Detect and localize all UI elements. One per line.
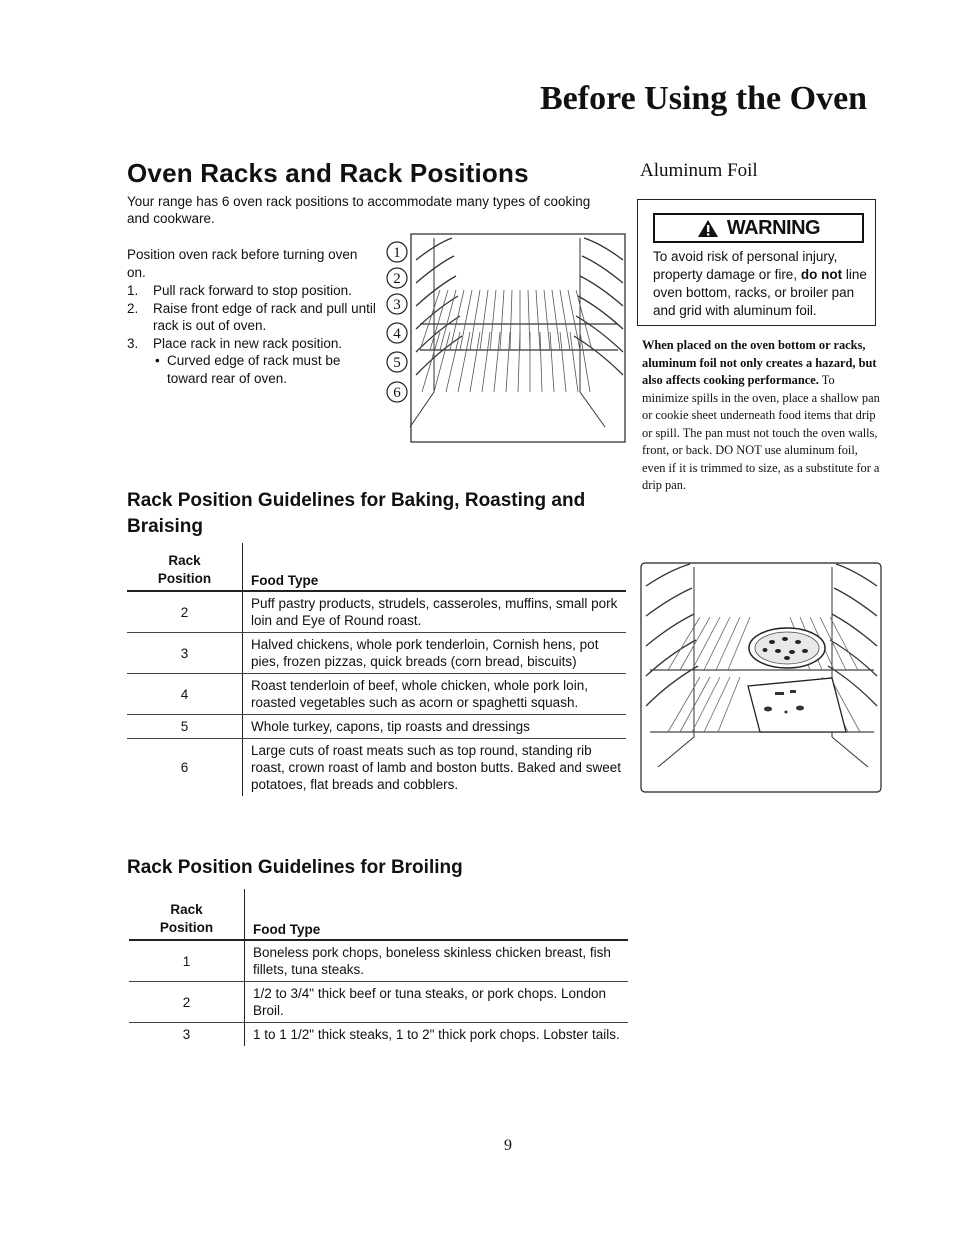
- rack-label-5: 5: [393, 355, 401, 371]
- bullet-dot: •: [155, 353, 160, 368]
- rack-position-cell: 2: [129, 982, 245, 1023]
- step-item: [127, 282, 377, 300]
- food-type-cell: Roast tenderloin of beef, whole chicken, whole pork loin, roasted vegetables such as acorn or spaghetti squash.: [243, 674, 627, 715]
- food-type-cell: Large cuts of roast meats such as top round, standing rib roast, crown roast of lamb and boston butts. Baked and sweet potatoes, flat breads and cobblers.: [243, 739, 627, 797]
- food-type-cell: 1 to 1 1/2" thick steaks, 1 to 2" thick pork chops. Lobster tails.: [245, 1023, 629, 1047]
- food-type-cell: Puff pastry products, strudels, casseroles, muffins, small pork loin and Eye of Round roast.: [243, 591, 627, 633]
- drip-pan: [748, 678, 846, 732]
- foil-para-rest: To minimize spills in the oven, place a shallow pan or cookie sheet underneath food items that drip or spill. The pan must not touch the oven walls, front, or back. DO NOT use aluminum foil, even if it is trimmed to size, as a substitute for a drip pan.: [642, 373, 880, 492]
- rack-label-6: 6: [393, 385, 401, 401]
- aluminum-foil-paragraph: [642, 337, 882, 495]
- rack-position-header: Rack Position: [127, 543, 243, 591]
- table-row: [127, 739, 626, 797]
- section-heading-oven-racks: Oven Racks and Rack Positions: [127, 158, 529, 188]
- table-row: [127, 591, 626, 633]
- food-type-cell: Halved chickens, whole pork tenderloin, Cornish hens, pot pies, frozen pizzas, quick breads (corn bread, biscuits): [243, 633, 627, 674]
- rack-position-cell: 4: [127, 674, 243, 715]
- rack-position-header: Rack Position: [129, 889, 245, 940]
- oven-pizza-drip-pan-illustration: [640, 562, 883, 794]
- step-text: Pull rack forward to stop position.: [153, 283, 352, 298]
- table-row: [129, 940, 628, 982]
- rack-steps-list: [127, 282, 377, 387]
- food-type-cell: Boneless pork chops, boneless skinless chicken breast, fish fillets, tuna steaks.: [245, 940, 629, 982]
- step-number: 3.: [127, 335, 139, 351]
- step-item: [127, 335, 377, 353]
- position-note-text: Position oven rack before turning oven on.: [127, 247, 358, 280]
- food-type-cell: Whole turkey, capons, tip roasts and dressings: [243, 715, 627, 739]
- food-type-header: Food Type: [243, 543, 627, 591]
- rack-label-1: 1: [393, 245, 401, 261]
- table-row: [127, 715, 626, 739]
- step-bullet: [127, 352, 377, 387]
- racks-intro-text: Your range has 6 oven rack positions to accommodate many types of cooking and cookware.: [127, 194, 591, 226]
- rack-label-2: 2: [393, 271, 401, 287]
- bullet-text: Curved edge of rack must be toward rear of oven.: [167, 353, 341, 386]
- step-text: Raise front edge of rack and pull until rack is out of oven.: [153, 300, 376, 333]
- table-row: [127, 633, 626, 674]
- rack-position-cell: 5: [127, 715, 243, 739]
- warning-text-rest: line oven bottom, racks, or broiler pan and grid with aluminum foil.: [653, 267, 867, 318]
- table-row: [129, 1023, 628, 1047]
- table-row: [127, 674, 626, 715]
- broiling-guidelines-table: [129, 889, 628, 1046]
- rack-position-cell: 3: [182, 1027, 191, 1042]
- rack-position-cell: 6: [180, 760, 189, 775]
- warning-text: [653, 248, 875, 320]
- rack-label-4: 4: [393, 326, 401, 342]
- step-item: [127, 300, 377, 335]
- rack-label-3: 3: [393, 297, 401, 313]
- baking-guidelines-heading: Rack Position Guidelines for Baking, Roasting and Braising: [127, 490, 586, 537]
- page-number: 9: [504, 1137, 512, 1154]
- table-header-row: [129, 889, 628, 940]
- baking-guidelines-table: [127, 543, 626, 796]
- section-heading-aluminum-foil: Aluminum Foil: [640, 160, 758, 181]
- page-title: Before Using the Oven: [540, 80, 868, 117]
- step-text: Place rack in new rack position.: [153, 335, 343, 351]
- rack-position-cell: 3: [127, 633, 243, 674]
- food-type-header: Food Type: [245, 889, 629, 940]
- warning-title-box: [653, 213, 864, 243]
- food-type-cell: 1/2 to 3/4" thick beef or tuna steaks, or pork chops. London Broil.: [245, 982, 629, 1023]
- rack-position-cell: 2: [127, 591, 243, 633]
- table-row: [129, 982, 628, 1023]
- table-header-row: [127, 543, 626, 591]
- step-number: 1.: [127, 283, 139, 298]
- warning-title: WARNING: [726, 216, 821, 239]
- foil-para-bold: When placed on the oven bottom or racks, aluminum foil not only creates a hazard, but also affects cooking performance.: [642, 338, 877, 387]
- warning-triangle-icon: [697, 219, 719, 238]
- oven-rack-positions-illustration: [380, 232, 630, 444]
- warning-text-plain: To avoid risk of personal injury, property damage or fire,: [653, 249, 838, 282]
- warning-text-bold: do not: [800, 267, 843, 282]
- broiling-guidelines-heading: Rack Position Guidelines for Broiling: [127, 857, 463, 878]
- step-number: 2.: [127, 300, 139, 316]
- rack-position-cell: 1: [129, 940, 245, 982]
